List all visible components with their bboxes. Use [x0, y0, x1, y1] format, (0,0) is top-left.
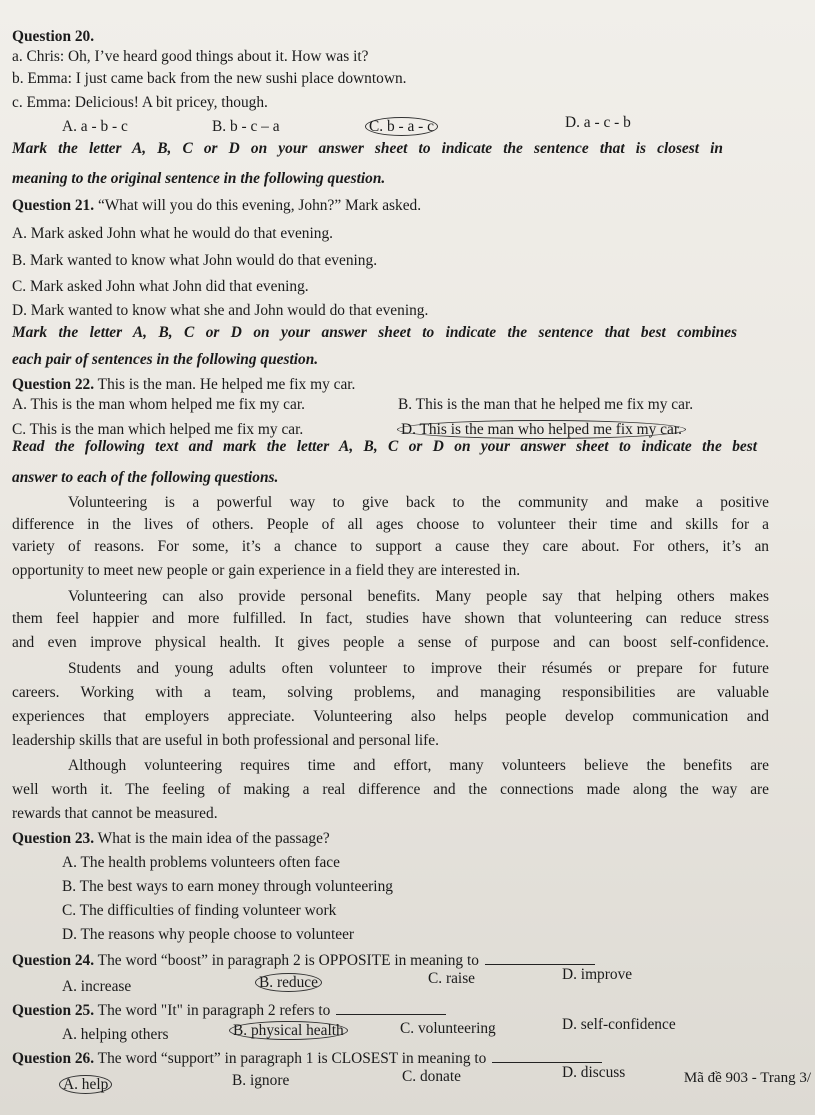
instruction-2-line-2: each pair of sentences in the following question.: [12, 351, 319, 368]
q22-option-d-label: D. This is the man who helped me fix my car.: [397, 420, 686, 439]
q26-title: Question 26.: [12, 1050, 95, 1067]
q23-stem-line: [12, 828, 805, 850]
q24-option-b[interactable]: [258, 972, 322, 994]
q23-stem: What is the main idea of the passage?: [97, 830, 330, 847]
instruction-2-line-1: Mark the letter A, B, C or D on your answer sheet to indicate the sentence that best combines: [12, 324, 737, 341]
q25-option-b[interactable]: [232, 1020, 348, 1042]
passage-p2-line-2: them feel happier and more fulfilled. In fact, studies have shown that volunteering can reduce stress: [12, 610, 769, 627]
q25-option-a[interactable]: A. helping others: [62, 1026, 169, 1043]
q23-option-d[interactable]: D. The reasons why people choose to volunteer: [62, 926, 355, 943]
passage-p3-line-2: careers. Working with a team, solving problems, and managing responsibilities are valuable: [12, 684, 769, 701]
q26-option-a[interactable]: [62, 1074, 112, 1096]
q22-option-b[interactable]: B. This is the man that he helped me fix my car.: [398, 396, 694, 413]
passage-p2-line-3: and even improve physical health. It gives people a sense of purpose and can boost self-confidence.: [12, 634, 769, 651]
passage-p1-line-2: difference in the lives of others. People of all ages choose to volunteer their time and skills for a: [12, 516, 769, 533]
q25-option-d[interactable]: D. self-confidence: [562, 1016, 676, 1033]
q26-stem: The word “support” in paragraph 1 is CLOSEST in meaning to: [97, 1050, 487, 1067]
passage-p2-line-1: Volunteering can also provide personal benefits. Many people say that helping others makes: [68, 588, 769, 605]
q25-option-b-label: B. physical health: [229, 1021, 348, 1040]
q20-option-b[interactable]: B. b - c – a: [212, 118, 280, 135]
passage-p4-line-3: rewards that cannot be measured.: [12, 805, 218, 822]
q20-title: Question 20.: [12, 28, 95, 45]
q21-option-d[interactable]: D. Mark wanted to know what she and John would do that evening.: [12, 302, 429, 319]
passage-p3-line-4: leadership skills that are useful in both professional and personal life.: [12, 732, 439, 749]
passage-p1-line-1: Volunteering is a powerful way to give back to the community and make a positive: [68, 494, 769, 511]
q24-option-b-label: B. reduce: [255, 973, 322, 992]
q20-line-c: c. Emma: Delicious! A bit pricey, though.: [12, 94, 268, 111]
q22-option-a[interactable]: A. This is the man whom helped me fix my car.: [12, 396, 305, 413]
q21-title: Question 21.: [12, 197, 95, 214]
q25-option-c[interactable]: C. volunteering: [400, 1020, 496, 1037]
q24-option-d[interactable]: D. improve: [562, 966, 633, 983]
q22-title: Question 22.: [12, 376, 95, 393]
q24-option-a[interactable]: A. increase: [62, 978, 132, 995]
passage-p3-line-1: Students and young adults often volunteer to improve their résumés or prepare for future: [68, 660, 769, 677]
q22-option-c[interactable]: C. This is the man which helped me fix my car.: [12, 421, 304, 438]
passage-p1-line-3: variety of reasons. For some, it’s a chance to support a cause they care about. For others, it’s an: [12, 538, 769, 555]
q25-answer-blank[interactable]: [336, 1002, 446, 1015]
q20-option-c-label: C. b - a - c: [365, 117, 438, 136]
passage-p4-line-2: well worth it. The feeling of making a real difference and the connections made along the way are: [12, 781, 769, 798]
q26-option-d[interactable]: D. discuss: [562, 1064, 626, 1081]
q21-option-a[interactable]: A. Mark asked John what he would do that evening.: [12, 225, 334, 242]
passage-p3-line-3: experiences that employers appreciate. Volunteering also helps people develop communication and: [12, 708, 769, 725]
q24-title: Question 24.: [12, 952, 95, 969]
q20-line-b: b. Emma: I just came back from the new sushi place downtown.: [12, 70, 407, 87]
q25-stem: The word "It" in paragraph 2 refers to: [97, 1002, 331, 1019]
q22-stem: This is the man. He helped me fix my car.: [97, 376, 356, 393]
q26-option-c[interactable]: C. donate: [402, 1068, 461, 1085]
q23-option-a[interactable]: A. The health problems volunteers often face: [62, 854, 340, 871]
q22-stem-line: [12, 374, 805, 396]
q26-option-a-label: A. help: [59, 1075, 112, 1094]
q24-stem-line: [12, 950, 805, 972]
q23-title: Question 23.: [12, 830, 95, 847]
q23-option-b[interactable]: B. The best ways to earn money through volunteering: [62, 878, 393, 895]
q25-title: Question 25.: [12, 1002, 95, 1019]
q23-option-c[interactable]: C. The difficulties of finding volunteer work: [62, 902, 337, 919]
q21-option-c[interactable]: C. Mark asked John what John did that evening.: [12, 278, 309, 295]
instruction-1-line-1: Mark the letter A, B, C or D on your answer sheet to indicate the sentence that is closest in: [12, 140, 723, 157]
q20-line-a: a. Chris: Oh, I’ve heard good things about it. How was it?: [12, 48, 369, 65]
q24-option-c[interactable]: C. raise: [428, 970, 476, 987]
passage-p1-line-4: opportunity to meet new people or gain experience in a field they are interested in.: [12, 562, 521, 579]
q21-stem-line: [12, 195, 805, 217]
instruction-3-line-1: Read the following text and mark the letter A, B, C or D on your answer sheet to indicate the best: [12, 438, 757, 455]
instruction-3-line-2: answer to each of the following questions.: [12, 469, 279, 486]
instruction-1-line-2: meaning to the original sentence in the following question.: [12, 170, 386, 187]
q21-stem: “What will you do this evening, John?” Mark asked.: [97, 197, 422, 214]
page-footer: Mã đề 903 - Trang 3/: [683, 1070, 811, 1086]
q26-option-b[interactable]: B. ignore: [232, 1072, 290, 1089]
passage-p4-line-1: Although volunteering requires time and effort, many volunteers believe the benefits are: [68, 757, 769, 774]
q20-option-d[interactable]: D. a - c - b: [565, 114, 631, 131]
q21-option-b[interactable]: B. Mark wanted to know what John would do that evening.: [12, 252, 378, 269]
q20-option-a[interactable]: A. a - b - c: [62, 118, 128, 135]
q20-option-c[interactable]: [368, 116, 438, 138]
q24-stem: The word “boost” in paragraph 2 is OPPOSITE in meaning to: [97, 952, 479, 969]
